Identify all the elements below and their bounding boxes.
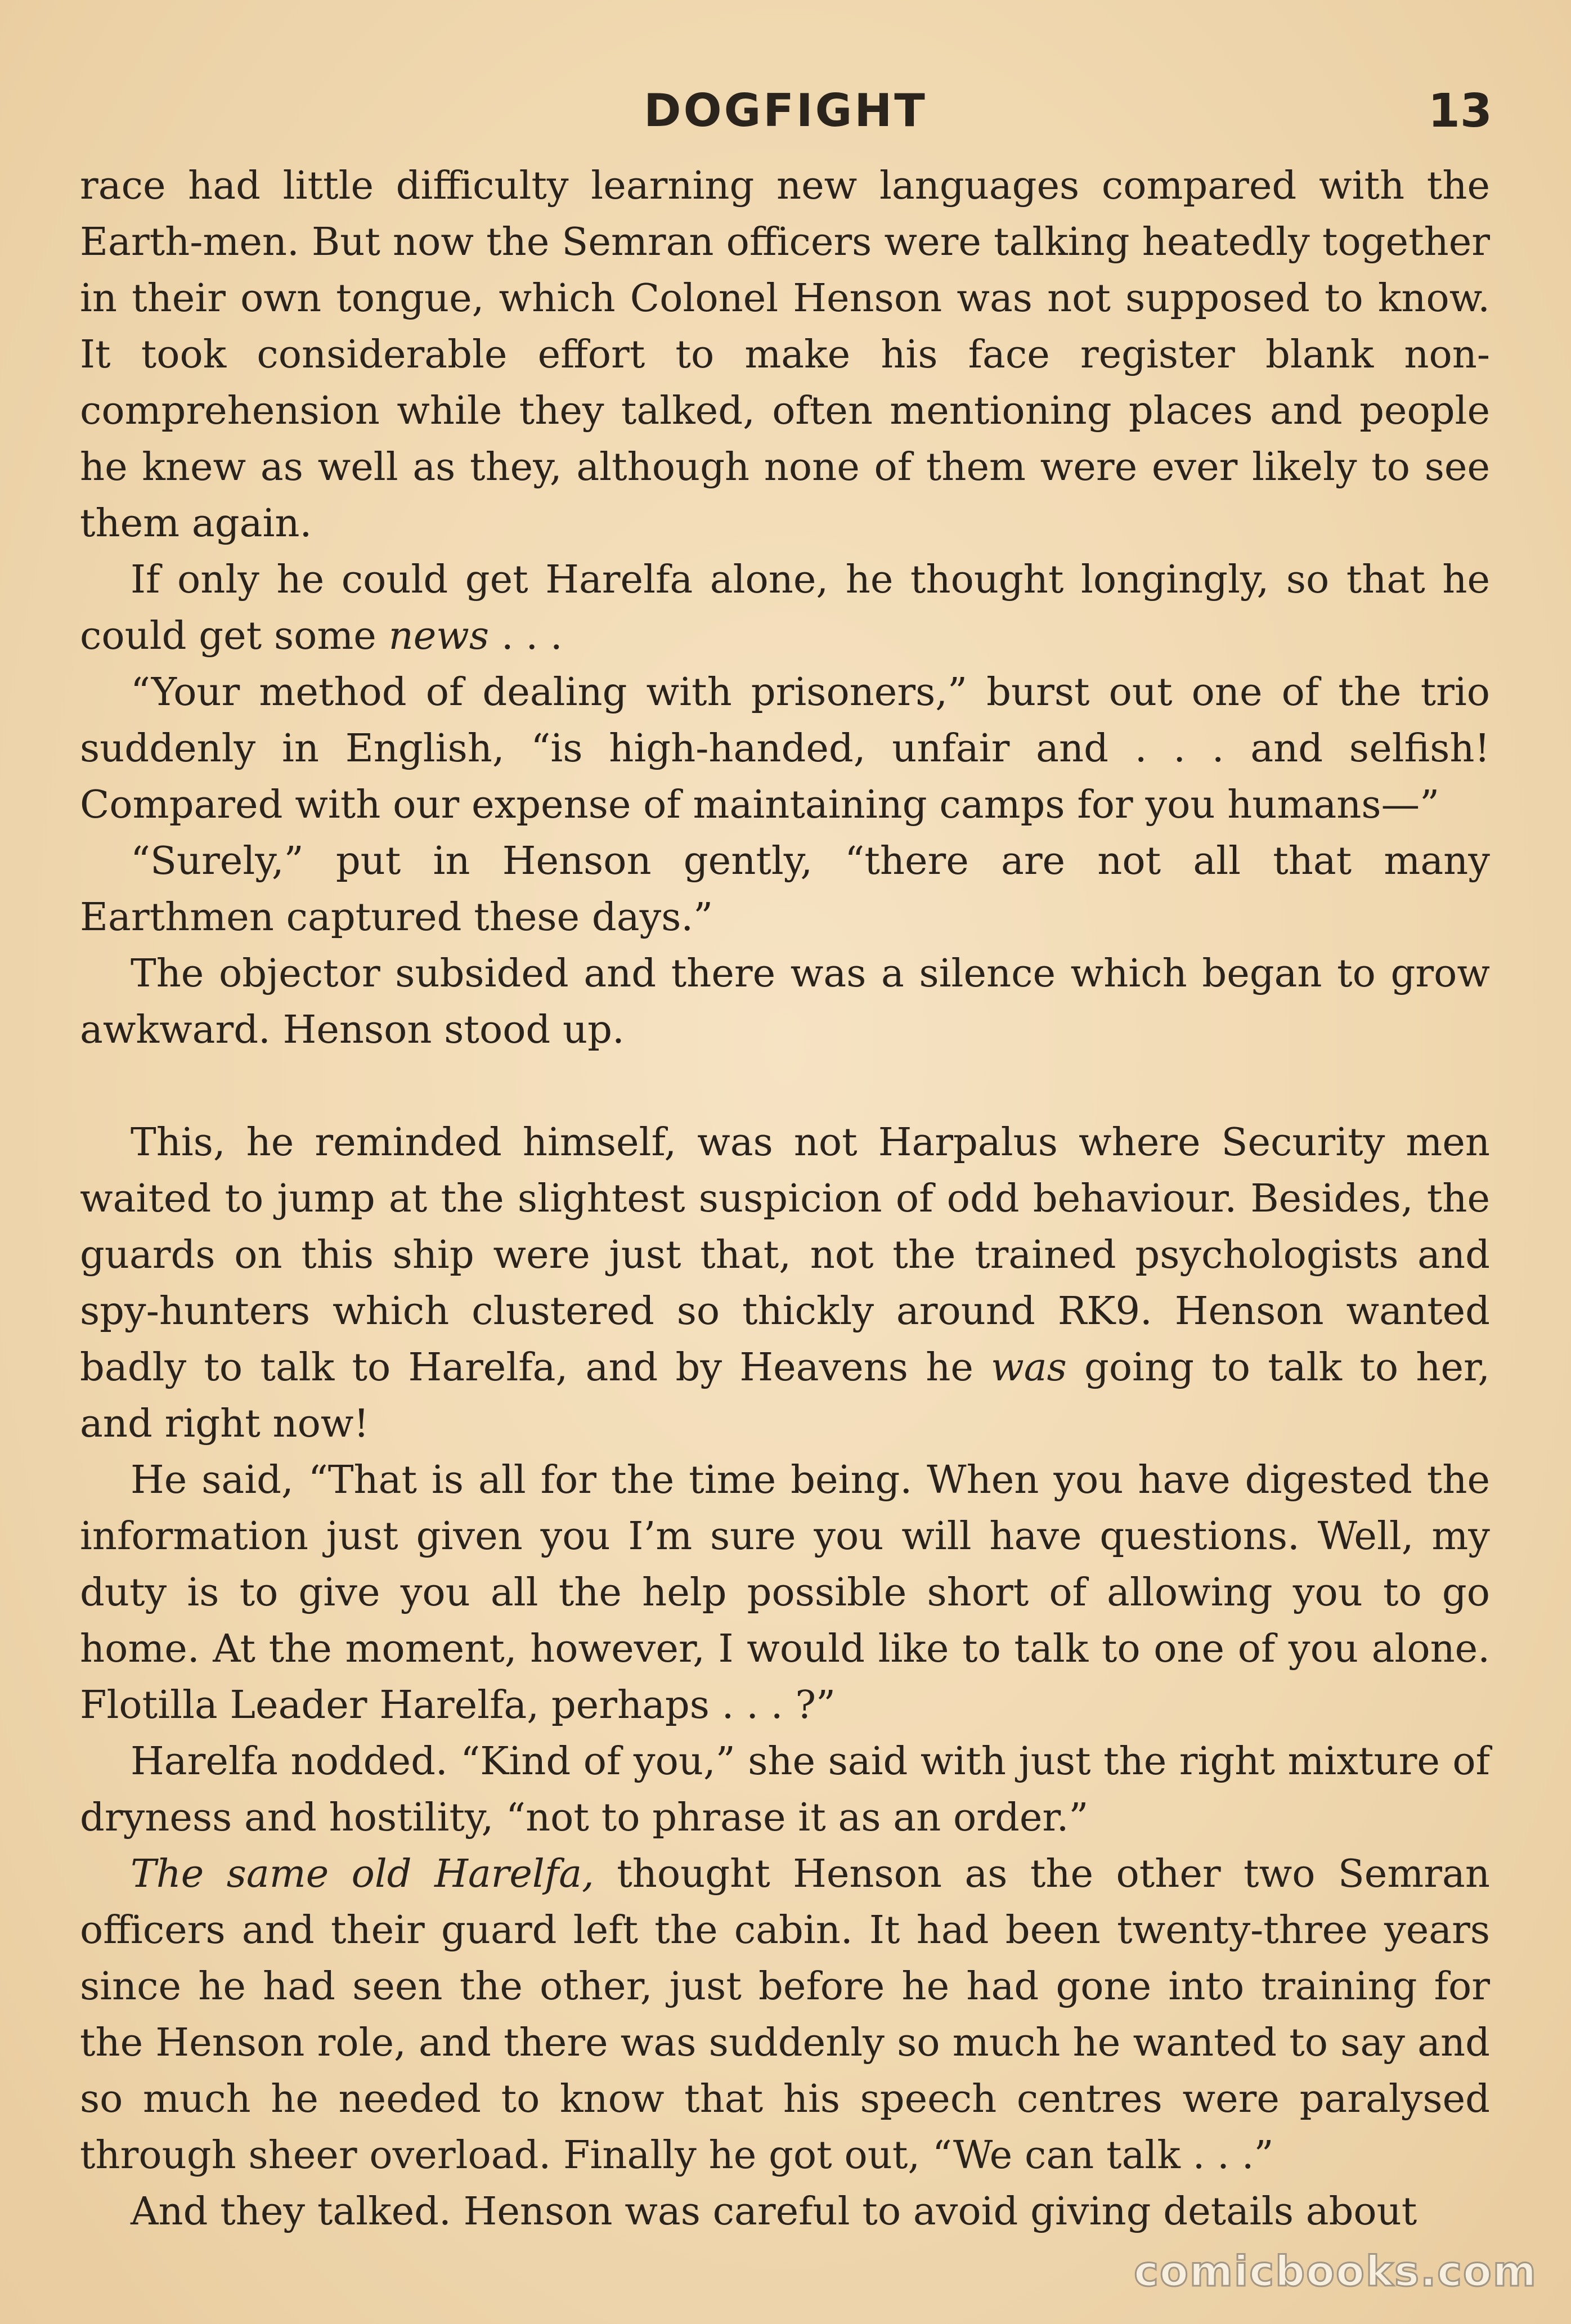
text-run: “Your method of dealing with prisoners,” burst out one of the trio suddenly in English, “is high-handed, unfair and . . . and selfish! Compared with our expense of maintaining camps for you humans—”: [80, 670, 1490, 827]
paragraph-4: [80, 833, 1490, 945]
watermark: comicbooks.com: [1134, 2247, 1537, 2296]
italic-text-run: The same old Harelfa,: [131, 1851, 594, 1896]
paragraph-3: [80, 664, 1490, 833]
paragraph-5: [80, 945, 1490, 1058]
body-text: [80, 158, 1490, 2240]
paragraph-8: [80, 1733, 1490, 1846]
page-number: 13: [1428, 84, 1492, 138]
text-run: . . .: [489, 613, 563, 658]
text-run: The objector subsided and there was a silence which began to grow awkward. Henson stood up.: [80, 951, 1490, 1052]
text-run: going to talk to her, and right now!: [80, 1345, 1490, 1446]
text-run: If only he could get Harelfa alone, he thought longingly, so that he could get some: [80, 557, 1490, 658]
paragraph-2: [80, 551, 1490, 664]
paragraph-7: [80, 1452, 1490, 1733]
text-run: He said, “That is all for the time being. When you have digested the information just given you I’m sure you will have questions. Well, my duty is to give you all the help possible short of allowing you to go home. At the moment, however, I would like to talk to one of you alone. Flotilla Leader Harelfa, perhaps . . . ?”: [80, 1457, 1490, 1728]
paragraph-6: [80, 1114, 1490, 1452]
text-run: And they talked. Henson was careful to avoid giving details about: [131, 2189, 1417, 2234]
paragraph-9: [80, 1846, 1490, 2183]
running-title: DOGFIGHT: [644, 84, 927, 137]
page-header: [79, 84, 1492, 146]
text-run: “Surely,” put in Henson gently, “there are not all that many Earthmen captured these days.”: [80, 838, 1490, 940]
text-run: race had little difficulty learning new languages compared with the Earth-men. But now the Semran officers were talking heatedly together in their own tongue, which Colonel Henson was not supposed to know. It took considerable effort to make his face register blank non-comprehension while they talked, often mentioning places and people he knew as well as they, although none of them were ever likely to see them again.: [80, 163, 1490, 546]
paragraph-10: [80, 2183, 1490, 2240]
paragraph-1: [80, 158, 1490, 551]
text-run: thought Henson as the other two Semran officers and their guard left the cabin. It had been twenty-three years since he had seen the other, just before he had gone into training for the Henson role, and there was suddenly so much he wanted to say and so much he needed to know that his speech centres were paralysed through sheer overload. Finally he got out, “We can talk . . .”: [80, 1851, 1490, 2178]
text-run: This, he reminded himself, was not Harpalus where Security men waited to jump at the slightest suspicion of odd behaviour. Besides, the guards on this ship were just that, not the trained psychologists and spy-hunters which clustered so thickly around RK9. Henson wanted badly to talk to Harelfa, and by Heavens he: [80, 1120, 1490, 1390]
italic-text-run: was: [991, 1345, 1067, 1390]
text-run: Harelfa nodded. “Kind of you,” she said with just the right mixture of dryness and hostility, “not to phrase it as an order.”: [80, 1739, 1490, 1840]
italic-text-run: news: [388, 613, 490, 658]
